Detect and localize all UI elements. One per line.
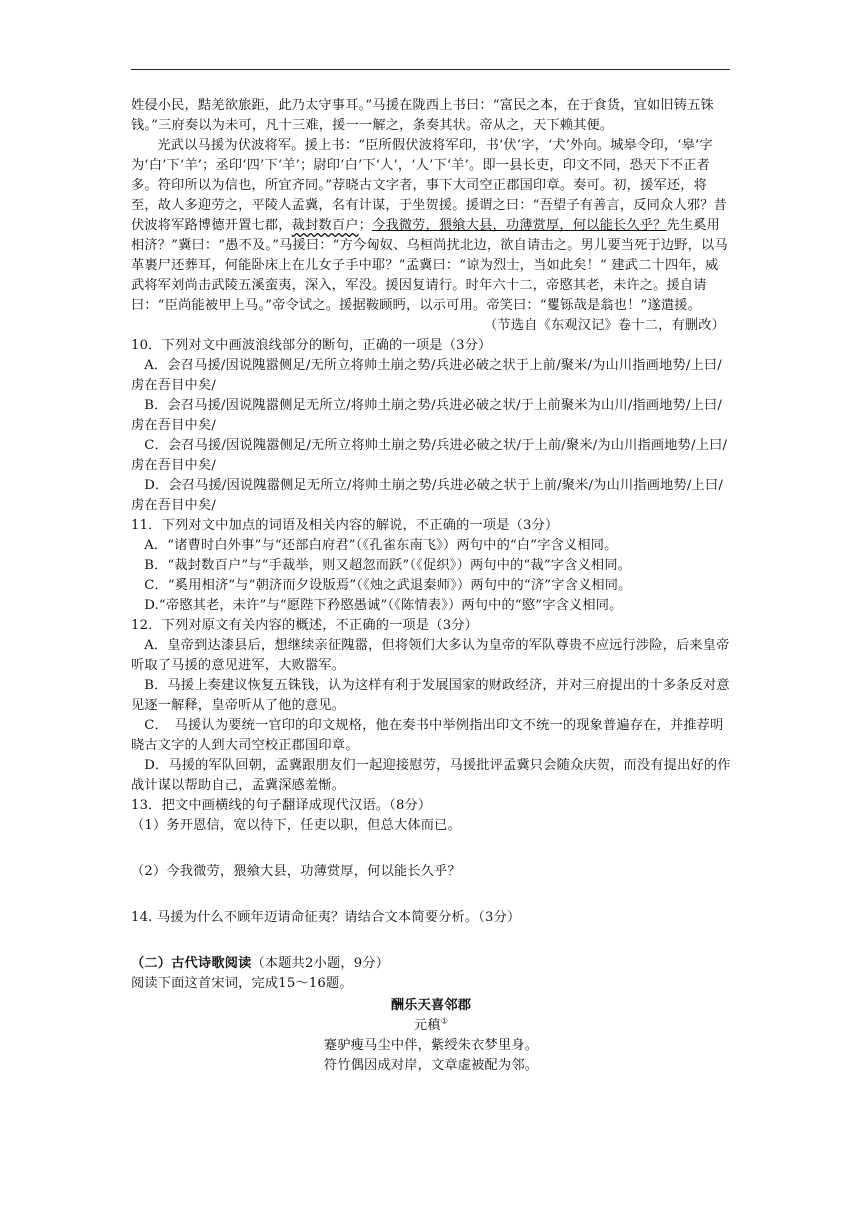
answer-space: [131, 928, 731, 954]
answer-space: [131, 882, 731, 908]
passage-source: （节选自《东观汉记》卷十二，有删改）: [484, 318, 725, 333]
question-11-option-c: C．“奚用相济”与“朝济而夕设版焉”（《烛之武退秦师》）两句中的“济”字含义相同。: [144, 578, 632, 593]
wavy-underlined-phrase: 裁封数百户: [291, 218, 359, 233]
section-2-heading-line: [131, 954, 731, 974]
question-10-option-a: A．会召马援/因说隗嚣侧足/无所立将帅土崩之势/兵进必破之状于上前/聚米/为山川指画地势/上曰/虏在吾目中矣/: [131, 358, 722, 393]
footnote-marker: ①: [440, 1016, 449, 1026]
passage-paragraph-1: 姓侵小民，黠羌欲旅距，此乃太守事耳。”马援在陇西上书曰：“富民之本，在于食货，宜如旧铸五铢钱。”三府奏以为未可，凡十三难，援一一解之，条奏其状。帝从之，天下赖其便。: [131, 98, 714, 133]
question-11-option-a: A．“诸曹时白外事”与“还部白府君”（《孔雀东南飞》）两句中的“白”字含义相同。: [144, 538, 618, 553]
question-14-stem: 14. 马援为什么不顾年迈请命征夷？请结合文本简要分析。（3分）: [131, 910, 521, 925]
poem-author: 元稹: [413, 1018, 441, 1033]
question-11-option-b: B．“裁封数百户”与“手裁举，则又超忽而跃”（《促织》）两句中的“裁”字含义相同。: [144, 558, 632, 573]
poem-line-1: 蹇驴瘦马尘中伴，紫绶朱衣梦里身。: [323, 1038, 539, 1053]
question-12-stem: 12．下列对原文有关内容的概述，不正确的一项是（3分）: [131, 618, 479, 633]
passage-paragraph-2-text-c: 先生奚用相济？”冀曰：“愚不及。”马援曰：“方今匈奴、乌桓尚扰北边，欲自请击之。男儿要当死于边野，以马革裹尸还葬耳，何能卧床上在儿女子手中耶？”孟冀曰：“谅为烈士，当如此矣！” 建武二十四年，威武将军刘尚击武陵五溪蛮夷，深入，军没。援因复请行。时年六十二，帝愍其老，未许之。援自请曰：“臣尚能被甲上马。”帝令试之。援据鞍顾眄，以示可用。帝笑曰：“矍铄哉是翁也！”遂遣援。: [131, 218, 728, 313]
question-13-stem: 13．把文中画横线的句子翻译成现代汉语。（8分）: [131, 798, 432, 813]
question-11-option-d: D.“帝愍其老，未许”与“愿陛下矜愍愚诚”（《陈情表》）两句中的“愍”字含义相同。: [144, 598, 623, 613]
question-13-sentence-2: （2）今我微劳，猥飨大县，功薄赏厚，何以能长久乎？: [131, 864, 461, 879]
question-12-option-d: D．马援的军队回朝，孟冀跟朋友们一起迎接慰劳，马援批评孟冀只会随众庆贺，而没有提出好的作战计谋以帮助自己，孟冀深感羞惭。: [131, 758, 731, 793]
question-13-sentence-1: （1）务开恩信，宽以待下，任吏以职，但总大体而已。: [131, 818, 461, 833]
question-10-option-c: C．会召马援/因说隗嚣侧足/无所立将帅土崩之势/兵进必破之状/于上前/聚米/为山川指画地势/上曰/虏在吾目中矣/: [131, 438, 728, 473]
question-10-stem: 10．下列对文中画波浪线部分的断句，正确的一项是（3分）: [131, 338, 492, 353]
question-10-option-d: D．会召马援/因说隗嚣侧足无所立/将帅土崩之势/兵进必破之状于上前/聚米/为山川指画地势/上曰/虏在吾目中矣/: [131, 478, 723, 513]
question-12-option-c: C． 马援认为要统一官印的印文规格，他在奏书中举例指出印文不统一的现象普遍存在，并推荐明晓古文字的人到大司空校正郡国印章。: [131, 718, 724, 753]
question-12-option-b: B．马援上奏建议恢复五铢钱，认为这样有利于发展国家的财政经济，并对三府提出的十多条反对意见逐一解释，皇帝听从了他的意见。: [131, 678, 730, 713]
poem-title: 酬乐天喜邻郡: [390, 998, 472, 1013]
section-2-heading-note: （本题共2小题，9分）: [251, 956, 390, 971]
document-body: [131, 96, 731, 1076]
answer-space: [131, 836, 731, 862]
header-rule: [131, 69, 730, 70]
passage-paragraph-2-text-b: ；: [358, 218, 372, 233]
question-11-stem: 11．下列对文中加点的词语及相关内容的解说，不正确的一项是（3分）: [131, 518, 559, 533]
section-2-heading: （二）古代诗歌阅读: [131, 956, 252, 971]
passage-paragraph-2-text-a: 光武以马援为伏波将军。援上书：“臣所假伏波将军印，书‘伏’字，‘犬’外向。城皋令印，‘皋’字为‘白’下‘羊’；丞印‘四’下‘羊’；尉印‘白’下‘人’，‘人’下‘羊’。即一县长吏，印文不同，恐天下不正者多。符印所以为信也，所宜齐同。”荐晓古文字者，事下大司空正郡国印章。奏可。初，援军还，将至，故人多迎劳之，平陵人孟冀，名有计谋，于坐贺援。援谓之曰：“吾望子有善言，反同众人邪？昔伏波将军路博德开置七郡，: [131, 138, 727, 233]
passage-paragraph-2: [131, 136, 731, 316]
section-2-intro: 阅读下面这首宋词，完成15～16题。: [131, 976, 353, 991]
question-12-option-a: A．皇帝到达漆县后，想继续亲征隗嚣，但将领们大多认为皇帝的军队尊贵不应远行涉险，后来皇帝听取了马援的意见进军，大败嚣军。: [131, 638, 730, 673]
question-10-option-b: B．会召马援/因说隗嚣侧足无所立/将帅土崩之势/兵进必破之状/于上前聚米为山川/指画地势/上曰/虏在吾目中矣/: [131, 398, 723, 433]
poem-line-2: 符竹偶因成对岸，文章虚被配为邻。: [323, 1058, 539, 1073]
poem-author-line: [131, 1016, 731, 1036]
underlined-sentence: 今我微劳，猥飨大县，功薄赏厚，何以能长久乎？: [371, 218, 667, 233]
